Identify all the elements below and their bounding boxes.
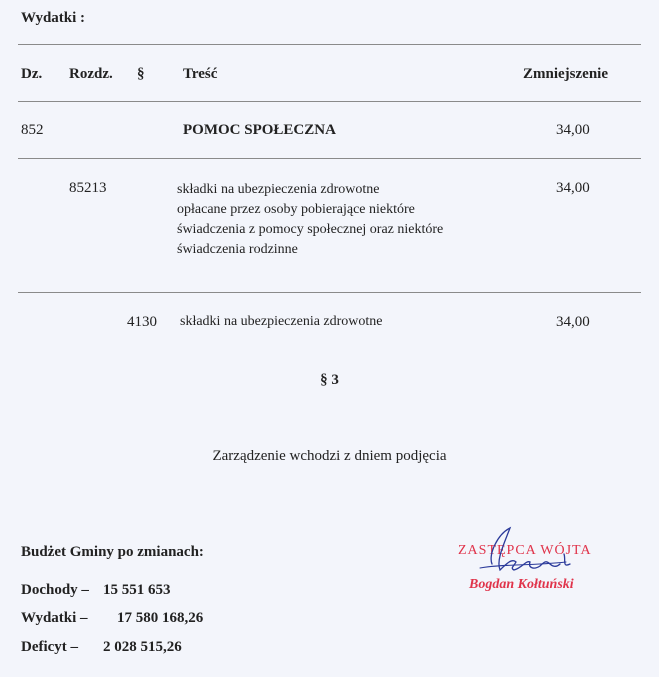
- divider: [18, 101, 641, 102]
- col-header-zmniejszenie: Zmniejszenie: [523, 66, 608, 82]
- dochody-label: Dochody –: [21, 582, 89, 598]
- wydatki-label: Wydatki –: [21, 610, 88, 626]
- cell-rozdz: 85213: [69, 180, 107, 196]
- section-title: Wydatki :: [21, 10, 86, 26]
- col-header-dz: Dz.: [21, 66, 43, 82]
- statement: Zarządzenie wchodzi z dniem podjęcia: [212, 448, 447, 464]
- budget-title: Budżet Gminy po zmianach:: [21, 544, 204, 560]
- cell-amount: 34,00: [556, 122, 590, 138]
- col-header-tresc: Treść: [183, 66, 218, 82]
- signature-icon: [470, 524, 590, 584]
- cell-tresc: [177, 180, 443, 260]
- divider: [18, 44, 641, 45]
- col-header-rozdz: Rozdz.: [69, 66, 113, 82]
- deficyt-label: Deficyt –: [21, 639, 79, 655]
- tresc-line: składki na ubezpieczenia zdrowotne: [177, 182, 380, 197]
- cell-tresc: POMOC SPOŁECZNA: [183, 122, 336, 138]
- col-header-paragraph: §: [137, 66, 145, 82]
- dochody-value: 15 551 653: [103, 582, 171, 598]
- divider: [18, 158, 641, 159]
- tresc-line: świadczenia z pomocy społecznej oraz niektóre: [177, 222, 444, 237]
- cell-dz: 852: [21, 122, 44, 138]
- deficyt-value: 2 028 515,26: [103, 639, 182, 655]
- tresc-line: świadczenia rodzinne: [177, 242, 298, 257]
- wydatki-value: 17 580 168,26: [117, 610, 204, 626]
- section-heading: § 3: [320, 372, 339, 388]
- cell-tresc: składki na ubezpieczenia zdrowotne: [180, 314, 383, 329]
- cell-paragraph: 4130: [127, 314, 157, 330]
- stamp-name: Bogdan Kołtuński: [469, 577, 574, 592]
- tresc-line: opłacane przez osoby pobierające niektóre: [177, 202, 415, 217]
- cell-amount: 34,00: [556, 314, 590, 330]
- cell-amount: 34,00: [556, 180, 590, 196]
- divider: [18, 292, 641, 293]
- stamp-title: ZASTĘPCA WÓJTA: [458, 543, 592, 558]
